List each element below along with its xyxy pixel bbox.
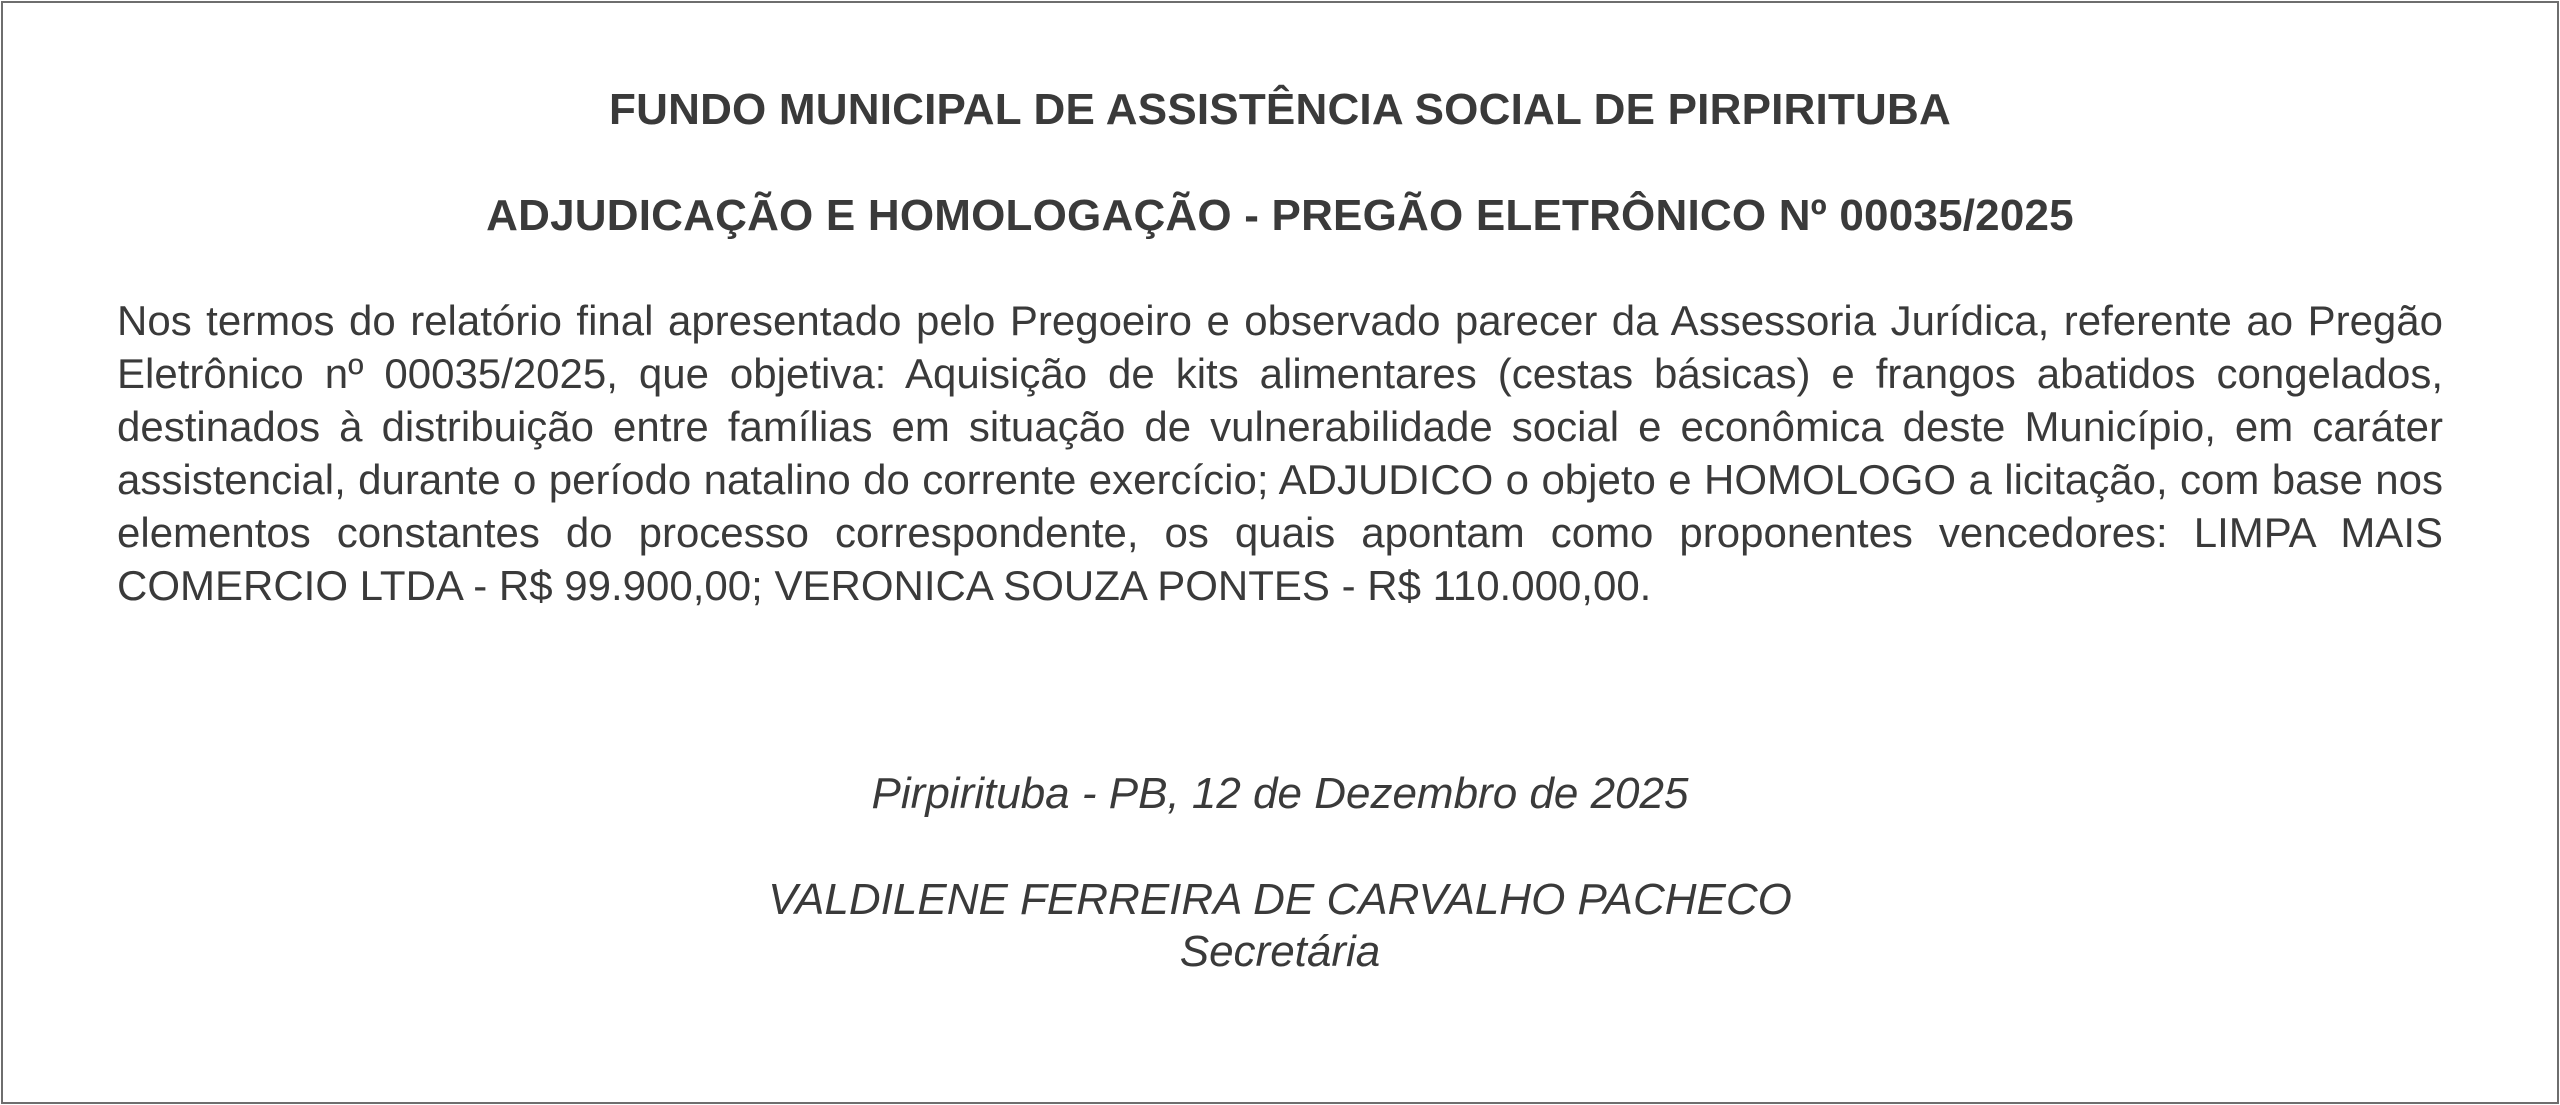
- notice-heading: FUNDO MUNICIPAL DE ASSISTÊNCIA SOCIAL DE PIRPIRITUBA: [609, 85, 1951, 134]
- notice-body: Nos termos do relatório final apresentado pelo Pregoeiro e observado parecer da Assessoria Jurídica, referente ao Pregão Eletrônico nº 00035/2025, que objetiva: Aquisição de kits alimentares (cestas básicas) e frangos abatidos congelados, destinados à distribuição entre famílias em situação de vulnerabilidade social e econômica deste Município, em caráter assistencial, durante o período natalino do corrente exercício; ADJUDICO o objeto e HOMOLOGO a licitação, com base nos elementos constantes do processo correspondente, os quais apontam como proponentes vencedores: LIMPA MAIS COMERCIO LTDA - R$ 99.900,00; VERONICA SOUZA PONTES - R$ 110.000,00.: [117, 297, 2443, 609]
- place-date: Pirpirituba - PB, 12 de Dezembro de 2025: [871, 769, 1689, 818]
- signatory-name: VALDILENE FERREIRA DE CARVALHO PACHECO: [768, 875, 1792, 924]
- notice-subheading: ADJUDICAÇÃO E HOMOLOGAÇÃO - PREGÃO ELETRÔNICO Nº 00035/2025: [486, 191, 2074, 240]
- signatory-role: Secretária: [1179, 927, 1381, 976]
